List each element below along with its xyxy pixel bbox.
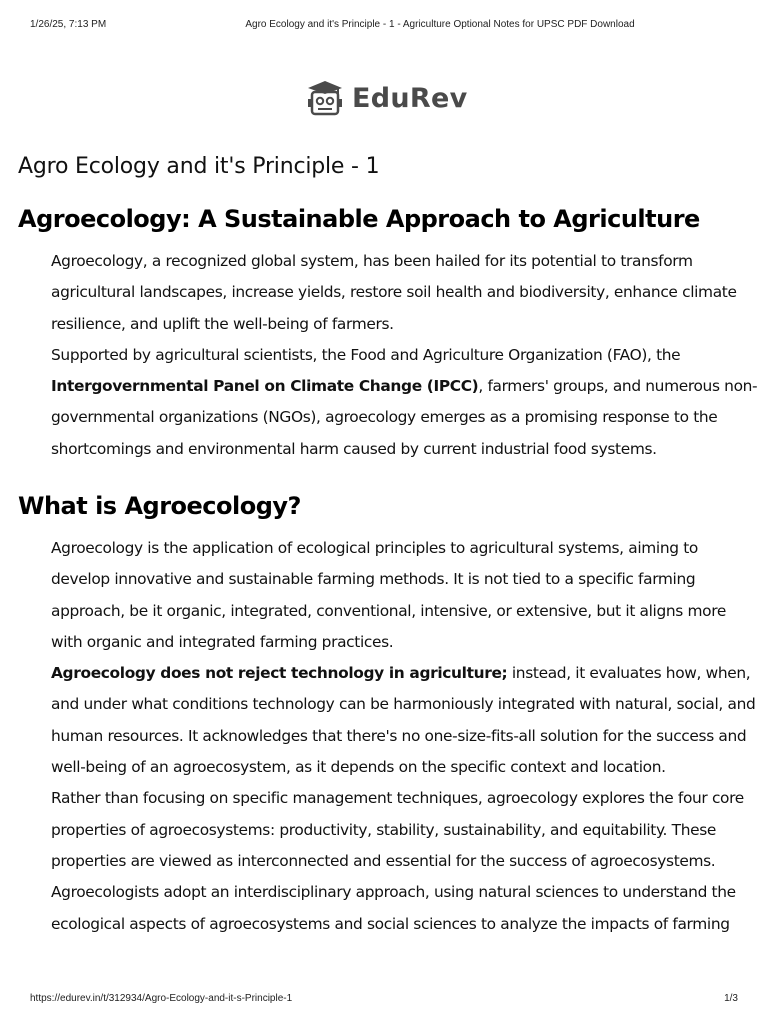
edurev-logo[interactable] bbox=[306, 78, 476, 118]
print-footer bbox=[0, 993, 768, 1007]
bold-text: Intergovernmental Panel on Climate Change (IPCC) bbox=[51, 377, 479, 396]
bold-text: Agroecology does not reject technology in agriculture; bbox=[51, 664, 508, 683]
print-header bbox=[0, 19, 768, 33]
section2-body bbox=[51, 533, 761, 940]
paragraph: Agroecology is the application of ecological principles to agricultural systems, aiming to develop innovative and sustainable farming methods. It is not tied to a specific farming approach, be it organic, integrated, conventional, intensive, or extensive, but it aligns more with organic and integrated farming practices. bbox=[51, 539, 726, 651]
section-heading-what-is-agroecology: What is Agroecology? bbox=[18, 492, 301, 520]
logo-text: EduRev bbox=[352, 82, 468, 114]
paragraph: Agroecologists adopt an interdisciplinary approach, using natural sciences to understand the ecological aspects of agroecosystems and social sciences to analyze the impacts of farming bbox=[51, 883, 736, 933]
section1-body bbox=[51, 246, 761, 465]
print-page-title: Agro Ecology and it's Principle - 1 - Agriculture Optional Notes for UPSC PDF Download bbox=[245, 19, 635, 30]
document-title: Agro Ecology and it's Principle - 1 bbox=[18, 154, 380, 179]
print-datetime: 1/26/25, 7:13 PM bbox=[30, 19, 107, 30]
page-url-link[interactable]: https://edurev.in/t/312934/Agro-Ecology-and-it-s-Principle-1 bbox=[30, 993, 293, 1004]
paragraph: Agroecology does not reject technology in agriculture; instead, it evaluates how, when, and under what conditions technology can be harmoniously integrated with natural, social, and human resources. It acknowledges that there's no one-size-fits-all solution for the success and well-being of an agroecosystem, as it depends on the specific context and location. bbox=[51, 664, 756, 777]
edurev-mascot-icon bbox=[306, 79, 344, 117]
paragraph: Supported by agricultural scientists, the Food and Agriculture Organization (FAO), the Intergovernmental Panel on Climate Change (IPCC), farmers' groups, and numerous non-governmental organizations (NGOs), agroecology emerges as a promising response to the shortcomings and environmental harm caused by current industrial food systems. bbox=[51, 345, 758, 458]
page-number: 1/3 bbox=[724, 993, 738, 1004]
paragraph: Agroecology, a recognized global system, has been hailed for its potential to transform agricultural landscapes, increase yields, restore soil health and biodiversity, enhance climate resilience, and uplift the well-being of farmers. bbox=[51, 252, 737, 333]
paragraph: Rather than focusing on specific management techniques, agroecology explores the four core properties of agroecosystems: productivity, stability, sustainability, and equitability. These properties are viewed as interconnected and essential for the success of agroecosystems. bbox=[51, 789, 744, 870]
section-heading-agroecology-approach: Agroecology: A Sustainable Approach to Agriculture bbox=[18, 205, 700, 233]
